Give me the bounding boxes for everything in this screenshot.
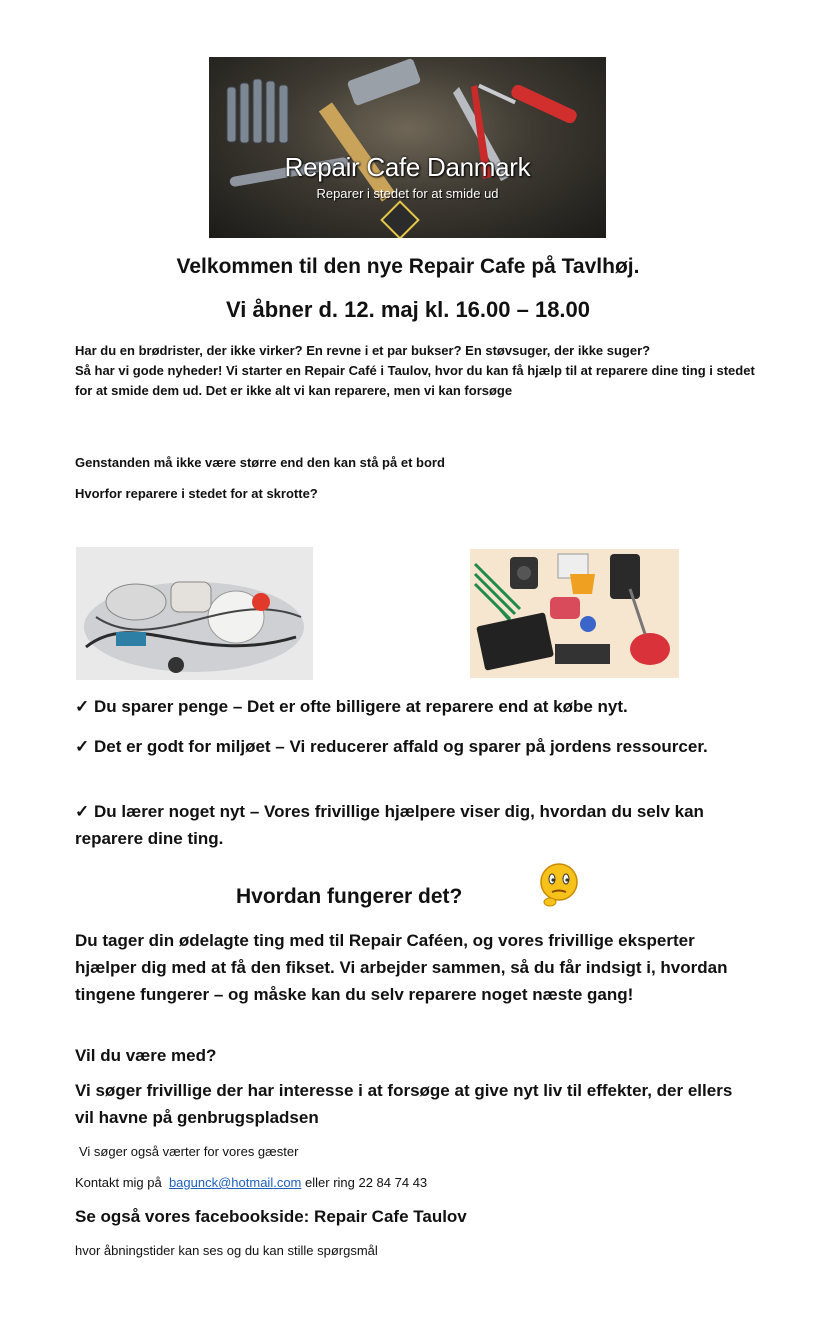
- facebook-note: hvor åbningstider kan ses og du kan stille spørgsmål: [75, 1243, 378, 1258]
- thinking-smiley-icon: [538, 862, 580, 908]
- tools-illustration: [209, 57, 606, 238]
- contact-line: [75, 1173, 755, 1193]
- contact-phone: eller ring 22 84 74 43: [305, 1175, 428, 1190]
- contact-email-link[interactable]: bagunck@hotmail.com: [168, 1175, 302, 1190]
- benefit-item: ✓ Du sparer penge – Det er ofte billigere at reparere end at købe nyt.: [75, 697, 628, 716]
- benefit-item: ✓ Du lærer noget nyt – Vores frivillige hjælpere viser dig, hvordan du selv kan reparere dine ting.: [75, 802, 704, 848]
- banner-title: Repair Cafe Danmark: [284, 152, 531, 182]
- opening-heading: Vi åbner d. 12. maj kl. 16.00 – 18.00: [225, 297, 591, 322]
- volunteer-call: Vi søger frivillige der har interesse i at forsøge at give nyt liv til effekter, der ellers vil havne på genbrugspladsen: [75, 1081, 733, 1127]
- facebook-line: Se også vores facebookside: Repair Cafe Taulov: [75, 1207, 467, 1226]
- banner-subtitle: Reparer i stedet for at smide ud: [316, 186, 499, 201]
- how-description: Du tager din ødelagte ting med til Repair Caféen, og vores frivillige eksperter hjælper dig med at få den fikset. Vi arbejder sammen, så du får indsigt i, hvordan tingene fungerer – og måske kan du selv reparere noget næste gang!: [75, 931, 728, 1004]
- broken-appliances-photo: [76, 547, 313, 680]
- hosts-call: Vi søger også værter for vores gæster: [79, 1144, 299, 1159]
- why-repair: Hvorfor reparere i stedet for at skrotte?: [75, 486, 318, 501]
- benefit-item: ✓ Det er godt for miljøet – Vi reducerer affald og sparer på jordens ressourcer.: [75, 737, 708, 756]
- size-rule: Genstanden må ikke være større end den kan stå på et bord: [75, 455, 445, 470]
- how-heading: Hvordan fungerer det?: [236, 885, 463, 908]
- intro-announcement: Så har vi gode nyheder! Vi starter en Repair Café i Taulov, hvor du kan få hjælp til at reparere dine ting i stedet for at smide dem ud. Det er ikke alt vi kan reparere, men vi kan forsøge: [75, 363, 755, 398]
- join-question: Vil du være med?: [75, 1046, 217, 1065]
- contact-prefix: Kontakt mig på: [75, 1175, 162, 1190]
- repair-cafe-banner: [209, 57, 606, 238]
- intro-paragraph: [75, 341, 755, 401]
- appliances-illustration: [470, 549, 679, 678]
- intro-question: Har du en brødrister, der ikke virker? En revne i et par bukser? En støvsuger, der ikke suger?: [75, 343, 651, 358]
- welcome-heading: Velkommen til den nye Repair Cafe på Tavlhøj.: [176, 255, 640, 278]
